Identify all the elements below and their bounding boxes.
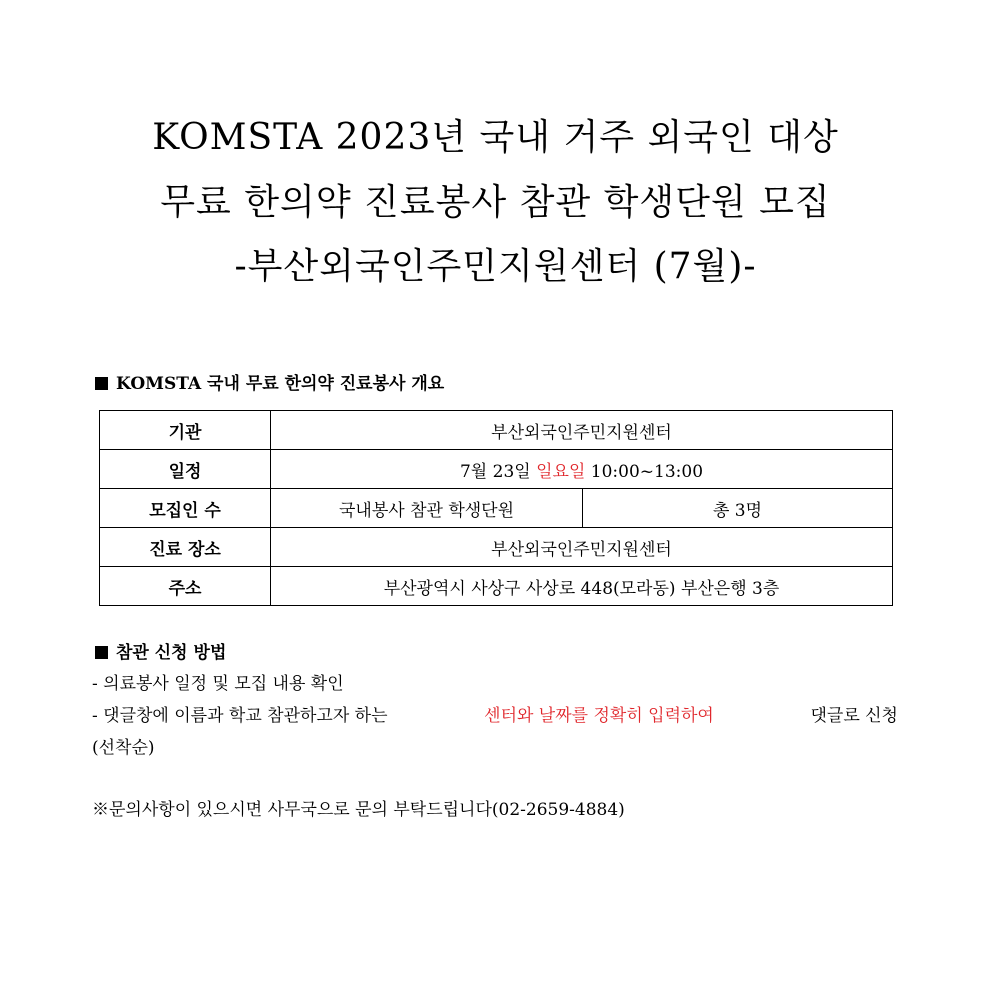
- contact-note: ※문의사항이 있으시면 사무국으로 문의 부탁드립니다(02-2659-4884): [92, 800, 625, 820]
- recruit-type: 국내봉사 참관 학생단원: [271, 489, 583, 528]
- place-value: 부산외국인주민지원센터: [271, 528, 893, 567]
- table-row: [100, 450, 893, 489]
- square-bullet-icon: [95, 377, 108, 390]
- apply-item-2: [92, 705, 898, 727]
- apply-item-1: - 의료봉사 일정 및 모집 내용 확인: [92, 674, 344, 694]
- recruit-label: 모집인 수: [100, 489, 271, 528]
- apply-heading: [95, 642, 226, 664]
- overview-table: [99, 410, 893, 606]
- overview-heading-text: KOMSTA 국내 무료 한의약 진료봉사 개요: [116, 374, 445, 394]
- date-day: 일요일: [536, 461, 586, 482]
- overview-heading: [95, 373, 444, 395]
- date-value: [271, 450, 893, 489]
- table-row: [100, 489, 893, 528]
- recruit-count: 총 3명: [583, 489, 893, 528]
- apply-item-2-continued: (선착순): [92, 738, 155, 758]
- square-bullet-icon: [95, 646, 108, 659]
- date-label: 일정: [100, 450, 271, 489]
- apply-heading-text: 참관 신청 방법: [116, 643, 227, 663]
- table-row: [100, 528, 893, 567]
- place-label: 진료 장소: [100, 528, 271, 567]
- table-row: [100, 411, 893, 450]
- apply-item-2-highlight: 센터와 날짜를 정확히 입력하여: [484, 706, 714, 726]
- date-prefix: 7월 23일: [459, 461, 531, 482]
- address-value: 부산광역시 사상구 사상로 448(모라동) 부산은행 3층: [271, 567, 893, 606]
- date-time: 10:00~13:00: [590, 461, 704, 482]
- title-line-3: -부산외국인주민지원센터 (7월)-: [234, 246, 757, 287]
- org-value: 부산외국인주민지원센터: [271, 411, 893, 450]
- org-label: 기관: [100, 411, 271, 450]
- table-row: [100, 567, 893, 606]
- title-line-2: 무료 한의약 진료봉사 참관 학생단원 모집: [160, 182, 831, 223]
- address-label: 주소: [100, 567, 271, 606]
- apply-item-2-after: 댓글로 신청: [810, 706, 898, 726]
- apply-item-2-before: - 댓글창에 이름과 학교 참관하고자 하는: [92, 706, 388, 726]
- title-line-1: KOMSTA 2023년 국내 거주 외국인 대상: [152, 117, 839, 158]
